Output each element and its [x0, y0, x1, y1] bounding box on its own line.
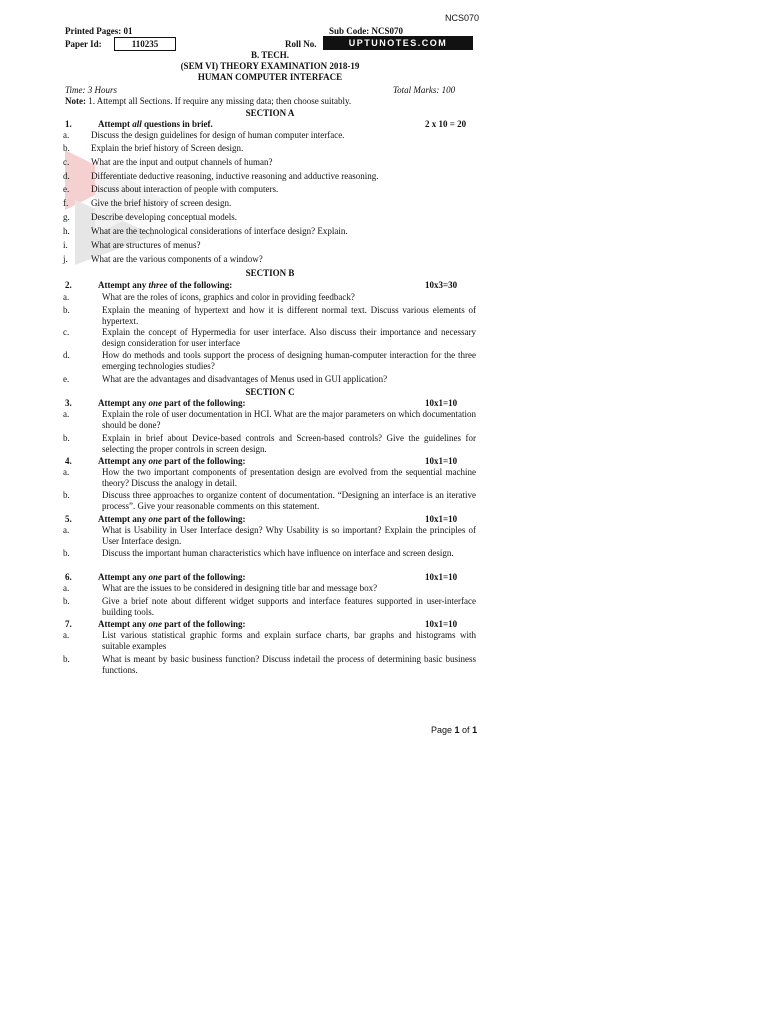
item-letter: b. — [63, 433, 70, 443]
question-instruction: Attempt all questions in brief. — [98, 119, 213, 129]
degree-title: B. TECH. — [250, 50, 290, 60]
question-item: List various statistical graphic forms and explain surface charts, bar graphs and histograms with suitable examples — [102, 630, 476, 651]
exam-title: (SEM VI) THEORY EXAMINATION 2018-19 — [180, 61, 360, 71]
question-item: How the two important components of presentation design are evolved from the sequential machine theory? Discuss the analogy in detail. — [102, 467, 476, 488]
item-letter: d. — [63, 350, 70, 360]
subject-title: HUMAN COMPUTER INTERFACE — [197, 72, 343, 82]
question-marks: 2 x 10 = 20 — [425, 119, 467, 129]
item-letter: a. — [63, 409, 70, 419]
item-letter: a. — [63, 292, 70, 302]
question-number: 2. — [65, 280, 72, 290]
question-item: Discuss three approaches to organize content of documentation. “Designing an interface is an iterative process”. Give your reasonable comments on this statement. — [102, 490, 476, 511]
question-instruction: Attempt any one part of the following: — [98, 619, 246, 629]
item-letter: a. — [63, 525, 70, 535]
question-item: What are the roles of icons, graphics and color in providing feedback? — [102, 292, 355, 302]
question-number: 5. — [65, 514, 72, 524]
item-letter: a. — [63, 130, 70, 140]
section-c-title: SECTION C — [245, 387, 295, 397]
printed-pages: Printed Pages: 01 — [65, 26, 133, 36]
question-item: Give the brief history of screen design. — [91, 198, 232, 208]
question-marks: 10x1=10 — [425, 619, 458, 629]
question-instruction: Attempt any one part of the following: — [98, 456, 246, 466]
section-a-title: SECTION A — [245, 108, 295, 118]
item-letter: c. — [63, 327, 70, 337]
question-item: Explain the role of user documentation in HCI. What are the major parameters on which documentation should be done? — [102, 409, 476, 430]
roll-number-label: Roll No. — [285, 39, 317, 49]
item-letter: e. — [63, 374, 70, 384]
question-instruction: Attempt any one part of the following: — [98, 572, 246, 582]
paper-code-top: NCS070 — [445, 13, 480, 23]
question-marks: 10x3=30 — [425, 280, 458, 290]
exam-time: Time: 3 Hours — [65, 85, 118, 95]
question-number: 4. — [65, 456, 72, 466]
question-number: 7. — [65, 619, 72, 629]
note-text: 1. Attempt all Sections. If require any missing data; then choose suitably. — [88, 96, 352, 106]
item-letter: a. — [63, 630, 70, 640]
question-item: What are the technological considerations of interface design? Explain. — [91, 226, 348, 236]
paper-id-label: Paper Id: — [65, 39, 102, 49]
item-letter: b. — [63, 596, 70, 606]
item-letter: j. — [63, 254, 68, 264]
page-number: Page 1 of 1 — [431, 725, 478, 735]
item-letter: g. — [63, 212, 70, 222]
item-letter: b. — [63, 143, 70, 153]
question-marks: 10x1=10 — [425, 572, 458, 582]
item-letter: b. — [63, 548, 70, 558]
question-item: What are the issues to be considered in designing title bar and message box? — [102, 583, 378, 593]
item-letter: d. — [63, 171, 70, 181]
question-item: Differentiate deductive reasoning, inductive reasoning and adductive reasoning. — [91, 171, 379, 181]
question-item: Discuss the important human characteristics which have influence on interface and screen design. — [102, 548, 454, 558]
section-b-title: SECTION B — [245, 268, 295, 278]
question-instruction: Attempt any one part of the following: — [98, 514, 246, 524]
question-item: Discuss about interaction of people with computers. — [91, 184, 279, 194]
question-item: What are the input and output channels of human? — [91, 157, 273, 167]
note-label: Note: — [65, 96, 86, 106]
item-letter: f. — [63, 198, 69, 208]
paper-id-value: 110235 — [114, 37, 176, 51]
question-number: 3. — [65, 398, 72, 408]
question-item: What are the various components of a window? — [91, 254, 263, 264]
question-item: Explain the concept of Hypermedia for user interface. Also discuss their importance and necessary design consideration for user interface — [102, 327, 476, 348]
question-item: Discuss the design guidelines for design of human computer interface. — [91, 130, 345, 140]
question-item: Explain the meaning of hypertext and how it is different normal text. Discuss various elements of hypertext. — [102, 305, 476, 326]
question-item: What are the advantages and disadvantages of Menus used in GUI application? — [102, 374, 388, 384]
question-number: 1. — [65, 119, 72, 129]
item-letter: b. — [63, 490, 70, 500]
question-instruction: Attempt any three of the following: — [98, 280, 233, 290]
roll-number-box: UPTUNOTES.COM — [323, 36, 473, 50]
instructions-note — [65, 96, 351, 107]
question-item: Describe developing conceptual models. — [91, 212, 237, 222]
subject-code: Sub Code: NCS070 — [329, 26, 404, 36]
item-letter: a. — [63, 583, 70, 593]
question-item: Give a brief note about different widget supports and interface features supported in user-interface building tools. — [102, 596, 476, 617]
item-letter: i. — [63, 240, 68, 250]
question-item: How do methods and tools support the process of designing human-computer interaction for the three emerging technologies studies? — [102, 350, 476, 371]
item-letter: a. — [63, 467, 70, 477]
question-item: Explain the brief history of Screen design. — [91, 143, 244, 153]
item-letter: e. — [63, 184, 70, 194]
item-letter: h. — [63, 226, 70, 236]
item-letter: c. — [63, 157, 70, 167]
item-letter: b. — [63, 305, 70, 315]
question-item: What is meant by basic business function? Discuss indetail the process of determining basic business functions. — [102, 654, 476, 675]
question-marks: 10x1=10 — [425, 398, 458, 408]
question-item: Explain in brief about Device-based controls and Screen-based controls? Give the guidelines for selecting the proper controls in screen design. — [102, 433, 476, 454]
question-marks: 10x1=10 — [425, 456, 458, 466]
item-letter: b. — [63, 654, 70, 664]
question-number: 6. — [65, 572, 72, 582]
question-instruction: Attempt any one part of the following: — [98, 398, 246, 408]
total-marks: Total Marks: 100 — [393, 85, 456, 95]
question-marks: 10x1=10 — [425, 514, 458, 524]
question-item: What is Usability in User Interface design? Why Usability is so important? Explain the principles of User Interface design. — [102, 525, 476, 546]
question-item: What are structures of menus? — [91, 240, 201, 250]
